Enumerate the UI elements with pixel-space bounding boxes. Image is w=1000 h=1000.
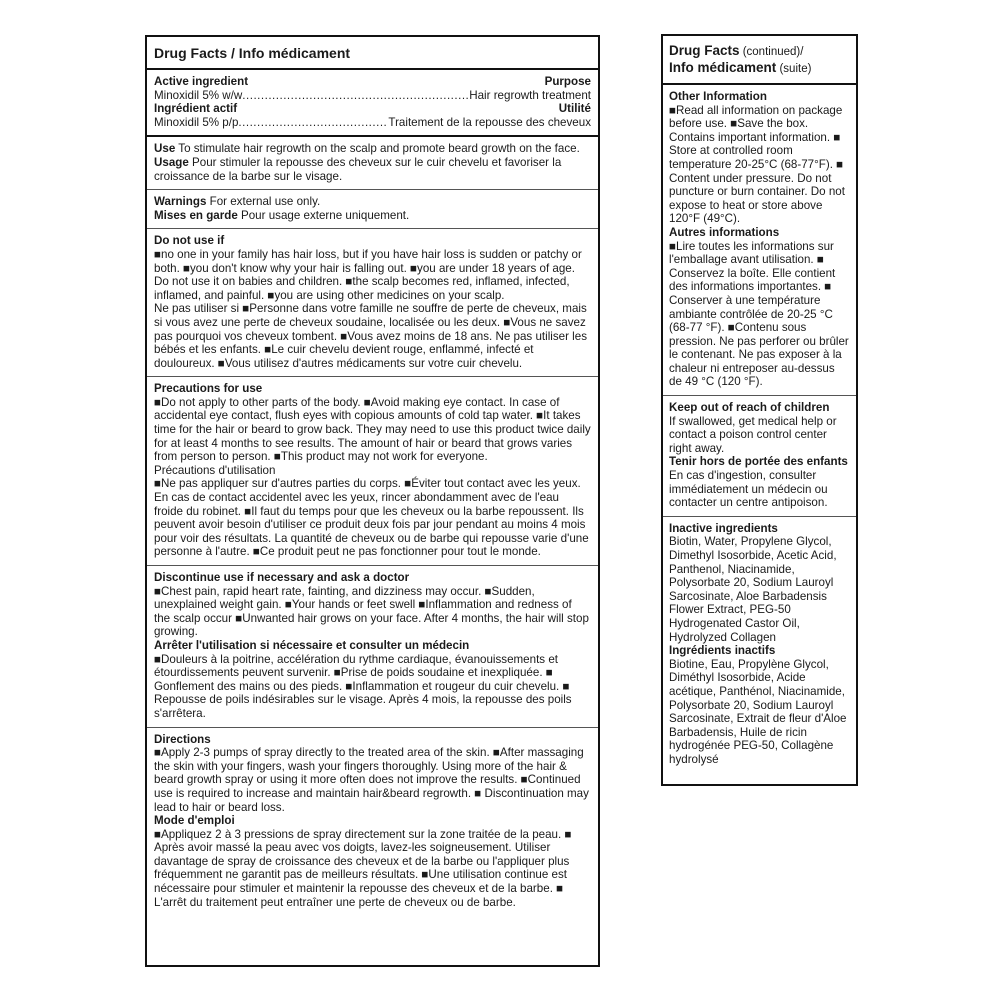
use-text: To stimulate hair regrowth on the scalp and promote beard growth on the face.: [175, 142, 580, 156]
discontinue-heading: Discontinue use if necessary and ask a doctor: [154, 571, 410, 584]
warnings-text: For external use only.: [206, 195, 321, 209]
inactive-heading: Inactive ingredients: [669, 521, 778, 535]
use-section: [147, 137, 598, 190]
do-not-use-section: [147, 229, 598, 377]
use-label: Use: [154, 142, 176, 156]
ingredient-name-fr: Minoxidil 5% p/p: [154, 115, 239, 129]
discontinue-text-fr: ■Douleurs à la poitrine, accélération du rythme cardiaque, évanouissements et étourdissements peuvent survenir. ■Prise de poids soudaine et inexpliquée. ■ Gonflement des mains ou des pieds. ■Inflammation et rougeur du cuir chevelu. ■ Repousse de poils indésirables sur le visage. Après 4 mois, la repousse des poils s'arrêtera.: [154, 652, 572, 720]
keep-out-heading-fr: Tenir hors de portée des enfants: [669, 455, 848, 469]
purpose-heading-fr: Utilité: [558, 102, 591, 116]
other-information-heading-fr: Autres informations: [669, 225, 780, 239]
continued-title-en: Drug Facts: [669, 43, 740, 58]
warnings-label: Warnings: [154, 195, 207, 209]
directions-text-en: ■Apply 2-3 pumps of spray directly to the treated area of the skin. ■After massaging the skin with your fingers, wash your fingers thoroughly. Using more of the hair & beard growth spray or using it more often does not improve the results. ■Continued use is required to increase and maintain hair&beard regrowth. ■ Discontinuation may lead to hair or beard loss.: [154, 746, 589, 814]
directions-heading: Directions: [154, 732, 211, 746]
drug-facts-panel: [145, 35, 600, 967]
warnings-fr: [154, 209, 591, 223]
precautions-section: [147, 377, 598, 566]
active-header-en: [154, 75, 591, 89]
continued-title: [663, 36, 856, 85]
precautions-text-en: ■Do not apply to other parts of the body. ■Avoid making eye contact. In case of accidental eye contact, flush eyes with copious amounts of cold tap water. ■It takes time for the hair or beard to grow back. They may need to use this product twice daily for at least 4 months to see results. The amount of hair or beard that grows varies from person to person. ■This product may not work for everyone.: [154, 395, 591, 464]
discontinue-section: [147, 566, 598, 728]
keep-out-text-en: If swallowed, get medical help or contact a poison control center right away.: [669, 414, 837, 455]
purpose-heading: Purpose: [544, 75, 591, 88]
use-text-en: [154, 142, 591, 156]
leader-dots-fr: [238, 116, 388, 130]
keep-out-of-reach-section: [663, 396, 856, 517]
inactive-heading-fr: Ingrédients inactifs: [669, 644, 776, 658]
drug-facts-continued-panel: [661, 34, 858, 786]
ingredient-purpose: Hair regrowth treatment: [469, 88, 591, 102]
other-information-text-en: ■Read all information on package before use. ■Save the box. Contains important information. ■ Store at controlled room temperature 20-25°C (68-77°F). ■ Content under pressure. Do not puncture or burn container. Do not expose to heat or store above 120°F (49°C).: [669, 103, 845, 226]
usage-label: Usage: [154, 155, 189, 169]
active-header-fr: [154, 102, 591, 116]
active-ingredient-section: [147, 70, 598, 137]
ingredient-purpose-fr: Traitement de la repousse des cheveux: [388, 115, 591, 129]
other-information-heading: Other Information: [669, 90, 767, 103]
usage-text: Pour stimuler la repousse des cheveux sur le cuir chevelu et favoriser la croissance de la barbe sur le visage.: [154, 155, 562, 183]
do-not-use-text-fr: Ne pas utiliser si ■Personne dans votre famille ne souffre de perte de cheveux, mais si vous avez une perte de cheveux soudaine, localisée ou les deux. ■Vous ne savez pas pourquoi vos cheveux tombent. ■Vous avez moins de 18 ans. Ne pas utiliser les bébés et les enfants. ■Le cuir chevelu devient rouge, enflammé, infecté et douloureux. ■Vous utilisez d'autres médicaments sur votre cuir chevelu.: [154, 302, 587, 370]
inactive-ingredients-section: [663, 517, 856, 773]
other-information-text-fr: ■Lire toutes les informations sur l'emballage avant utilisation. ■ Conservez la boîte. Elle contient des informations importantes. ■ Conserver à une température ambiante contrôlée de 20-25 °C (68-77 °F). ■Contenu sous pression. Ne pas perforer ou brûler le contenant. Ne pas exposer à la chaleur ni entreposer au-dessus de 49 °C (120 °F).: [669, 239, 849, 389]
continued-suffix: (continued)/: [739, 46, 804, 58]
precautions-heading-fr: Précautions d'utilisation: [154, 463, 276, 477]
active-ingredient-heading: Active ingredient: [154, 75, 249, 88]
active-ingredient-row-fr: [154, 116, 591, 130]
directions-text-fr: ■Appliquez 2 à 3 pressions de spray directement sur la zone traitée de la peau. ■ Après avoir massé la peau avec vos doigts, lavez-les soigneusement. Utiliser davantage de spray de croissance des cheveux et de la barbe ou l'appliquer plus fréquemment ne garantit pas de meilleurs résultats. ■Une utilisation continue est nécessaire pour stimuler et maintenir la repousse des cheveux et de la barbe. ■ L'arrêt du traitement peut entraîner une perte de cheveux ou de barbe.: [154, 827, 572, 909]
directions-section: [147, 728, 598, 916]
panel-title: Drug Facts / Info médicament: [147, 37, 598, 70]
precautions-heading: Precautions for use: [154, 382, 263, 396]
directions-heading-fr: Mode d'emploi: [154, 814, 235, 828]
keep-out-heading: Keep out of reach of children: [669, 401, 830, 415]
mises-en-garde-text: Pour usage externe uniquement.: [237, 208, 410, 222]
inactive-text-fr: Biotine, Eau, Propylène Glycol, Diméthyl Isosorbide, Acide acétique, Panthénol, Niacinamide, Polysorbate 20, Sodium Lauroyl Sarcosinate, Extrait de fleur d'Aloe Barbadensis, Huile de ricin hydrogénée PEG-50, Collagène hydrolysé: [669, 657, 847, 766]
inactive-text-en: Biotin, Water, Propylene Glycol, Dimethyl Isosorbide, Acetic Acid, Panthenol, Niacinamide, Polysorbate 20, Sodium Lauroyl Sarcosinate, Aloe Barbadensis Flower Extract, PEG-50 Hydrogenated Castor Oil, Hydrolyzed Collagen: [669, 535, 837, 644]
mises-en-garde-label: Mises en garde: [154, 208, 238, 222]
ingredient-name: Minoxidil 5% w/w: [154, 88, 243, 102]
suite-suffix: (suite): [776, 63, 812, 75]
discontinue-heading-fr: Arrêter l'utilisation si nécessaire et consulter un médecin: [154, 638, 470, 652]
do-not-use-heading: Do not use if: [154, 234, 225, 248]
use-text-fr: [154, 156, 591, 183]
warnings-section: [147, 190, 598, 229]
warnings-en: [154, 195, 591, 209]
precautions-text-fr: ■Ne pas appliquer sur d'autres parties du corps. ■Éviter tout contact avec les yeux. En cas de contact accidentel avec les yeux, rincer abondamment avec de l'eau froide du robinet. ■Il faut du temps pour que les cheveux ou la barbe repoussent. Ils peuvent avoir besoin d'utiliser ce produit deux fois par jour pendant au moins 4 mois pour voir des résultats. La quantité de cheveux ou de barbe qui repousse varie d'une personne à l'autre. ■Ce produit peut ne pas fonctionner pour tout le monde.: [154, 477, 589, 559]
continued-title-fr: Info médicament: [669, 60, 777, 75]
leader-dots: [242, 89, 469, 103]
discontinue-text-en: ■Chest pain, rapid heart rate, fainting, and dizziness may occur. ■Sudden, unexplained weight gain. ■Your hands or feet swell ■Inflammation and redness of the scalp occur ■Unwanted hair grows on your face. After 4 months, the hair will stop growing.: [154, 584, 589, 639]
active-ingredient-heading-fr: Ingrédient actif: [154, 102, 238, 116]
other-information-section: [663, 85, 856, 396]
do-not-use-text-en: ■no one in your family has hair loss, but if you have hair loss is sudden or patchy or both. ■you don't know why your hair is falling out. ■you are under 18 years of age. Do not use it on babies and children. ■the scalp becomes red, inflamed, infected, inflamed, and painful. ■you are using other medicines on your scalp.: [154, 247, 582, 302]
keep-out-text-fr: En cas d'ingestion, consulter immédiatement un médecin ou contacter un centre antipoison.: [669, 469, 828, 510]
active-ingredient-row-en: [154, 89, 591, 103]
